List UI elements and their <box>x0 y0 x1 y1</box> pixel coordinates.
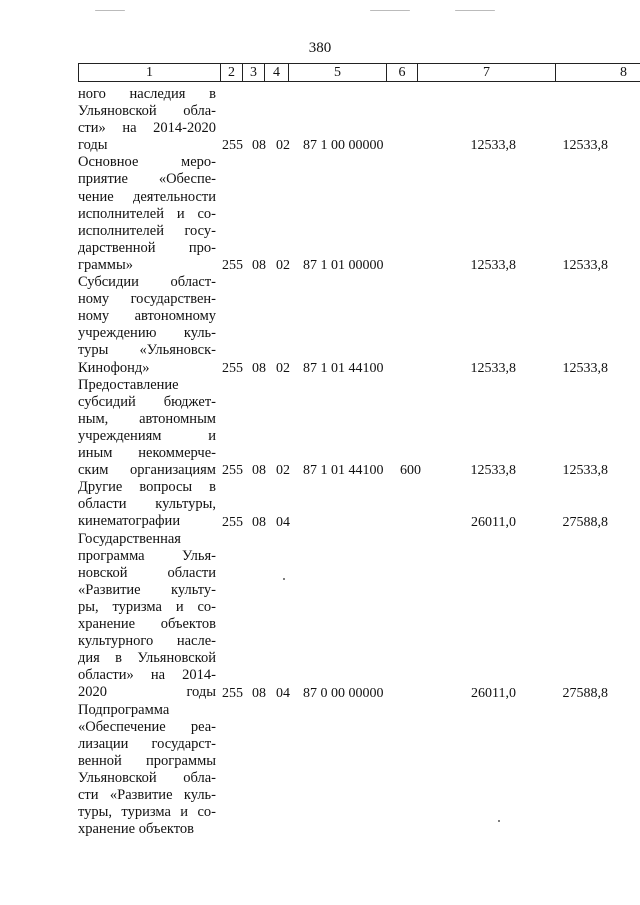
page-number: 380 <box>308 40 332 56</box>
row-label-line: ному автономному <box>78 308 216 325</box>
row-label-line: 2020 годы <box>78 684 216 701</box>
scan-speck <box>370 10 410 11</box>
header-cell: 3 <box>242 64 264 82</box>
row-value: 87 1 00 00000 <box>303 138 384 154</box>
row-label-line: дарственной про- <box>78 239 216 256</box>
scan-speck <box>283 578 285 580</box>
row-label-line: приятие «Обеспе- <box>78 171 216 188</box>
row-label-line: кинематографии <box>78 513 181 530</box>
row-label <box>78 274 216 377</box>
row-value: 04 <box>276 514 290 530</box>
row-label-line: иным некоммерче- <box>78 445 216 462</box>
row-label <box>78 154 216 274</box>
row-value: 08 <box>252 360 266 376</box>
row-value: 87 1 01 00000 <box>303 258 384 273</box>
row-value: 26011,0 <box>471 685 516 701</box>
row-label-line: сти» на 2014-2020 <box>78 120 216 137</box>
row-label-line: ного наследия в <box>78 86 216 102</box>
scan-speck <box>455 10 495 11</box>
header-cell: 5 <box>288 64 386 82</box>
row-label <box>78 531 216 702</box>
row-label-line: Подпрограмма <box>78 701 170 718</box>
row-value: 600 <box>400 463 421 479</box>
row-label-line: хранение объектов <box>78 616 216 633</box>
row-label-line: чение деятельности <box>78 188 216 205</box>
row-label-line: лизации государст- <box>78 735 216 752</box>
row-label-line: учреждениям и <box>78 427 216 444</box>
row-value: 02 <box>276 138 290 154</box>
row-value: 87 1 01 44100 <box>303 360 384 376</box>
row-label-line: области» на 2014- <box>78 667 216 684</box>
row-value: 255 <box>222 138 243 154</box>
row-label-line: области культуры, <box>78 496 216 513</box>
row-value: 255 <box>222 463 243 479</box>
row-label-line: Ульяновской обла- <box>78 103 216 120</box>
row-label-line: граммы» <box>78 256 133 273</box>
row-value: 27588,8 <box>562 514 608 530</box>
row-value: 12533,8 <box>562 360 608 376</box>
row-label-line: туры «Ульяновск- <box>78 342 216 359</box>
row-label-line: дия в Ульяновской <box>78 650 216 667</box>
row-label-line: хранение объектов <box>78 821 195 838</box>
row-label-line: исполнителей госу- <box>78 222 216 239</box>
row-label-line: Другие вопросы в <box>78 479 216 496</box>
row-value: 87 1 01 44100 <box>303 463 384 479</box>
row-label-line: ры, туризма и со- <box>78 598 216 615</box>
row-label-line: «Обеспечение реа- <box>78 718 216 735</box>
scan-speck <box>95 10 125 11</box>
row-label <box>78 86 216 154</box>
row-value: 02 <box>276 258 290 273</box>
row-value: 04 <box>276 685 290 701</box>
scan-speck <box>498 820 500 822</box>
row-value: 08 <box>252 138 266 154</box>
row-value: 12533,8 <box>562 138 608 154</box>
row-label-line: ским организациям <box>78 462 216 479</box>
row-label-line: ному государствен- <box>78 291 216 308</box>
row-value: 255 <box>222 360 243 376</box>
row-label-line: культурного насле- <box>78 633 216 650</box>
row-label-line: «Развитие культу- <box>78 581 216 598</box>
row-label-line: годы <box>78 137 108 154</box>
header-cell: 2 <box>220 64 242 82</box>
row-label <box>78 377 216 480</box>
row-label-line: Основное меро- <box>78 154 216 171</box>
row-value: 02 <box>276 463 290 479</box>
header-cell: 4 <box>264 64 288 82</box>
row-value: 255 <box>222 258 243 273</box>
row-value: 26011,0 <box>471 514 516 530</box>
header-cell: 1 <box>146 65 153 80</box>
row-label-line: субсидий бюджет- <box>78 393 216 410</box>
row-label-line: Кинофонд» <box>78 359 150 376</box>
header-cell: 7 <box>417 64 555 82</box>
header-cell: 8 <box>555 64 640 82</box>
row-label-line: учреждению куль- <box>78 325 216 342</box>
row-value: 12533,8 <box>470 258 516 273</box>
row-label-line: туры, туризма и со- <box>78 804 216 821</box>
table-header <box>78 63 640 82</box>
row-label-line: исполнителей и со- <box>78 205 216 222</box>
row-value: 08 <box>252 514 266 530</box>
row-value: 08 <box>252 258 266 273</box>
row-value: 08 <box>252 685 266 701</box>
row-label <box>78 479 216 530</box>
row-label <box>78 702 216 839</box>
row-value: 12533,8 <box>562 258 608 273</box>
row-value: 12533,8 <box>562 463 608 479</box>
row-label-line: венной программы <box>78 752 216 769</box>
row-value: 255 <box>222 514 243 530</box>
row-label-line: сти «Развитие куль- <box>78 787 216 804</box>
row-value: 27588,8 <box>562 685 608 701</box>
row-value: 255 <box>222 685 243 701</box>
row-label-line: Предоставление <box>78 376 179 393</box>
row-label-line: программа Улья- <box>78 547 216 564</box>
row-label-line: Государственная <box>78 530 181 547</box>
row-value: 12533,8 <box>470 138 516 154</box>
row-value: 87 0 00 00000 <box>303 685 384 701</box>
row-label-line: Ульяновской обла- <box>78 769 216 786</box>
header-cell: 6 <box>386 64 417 82</box>
row-value: 12533,8 <box>470 463 516 479</box>
row-value: 08 <box>252 463 266 479</box>
row-label-line: Субсидии област- <box>78 274 216 291</box>
row-label-line: новской области <box>78 564 216 581</box>
row-value: 02 <box>276 360 290 376</box>
row-value: 12533,8 <box>470 360 516 376</box>
row-label-line: ным, автономным <box>78 410 216 427</box>
